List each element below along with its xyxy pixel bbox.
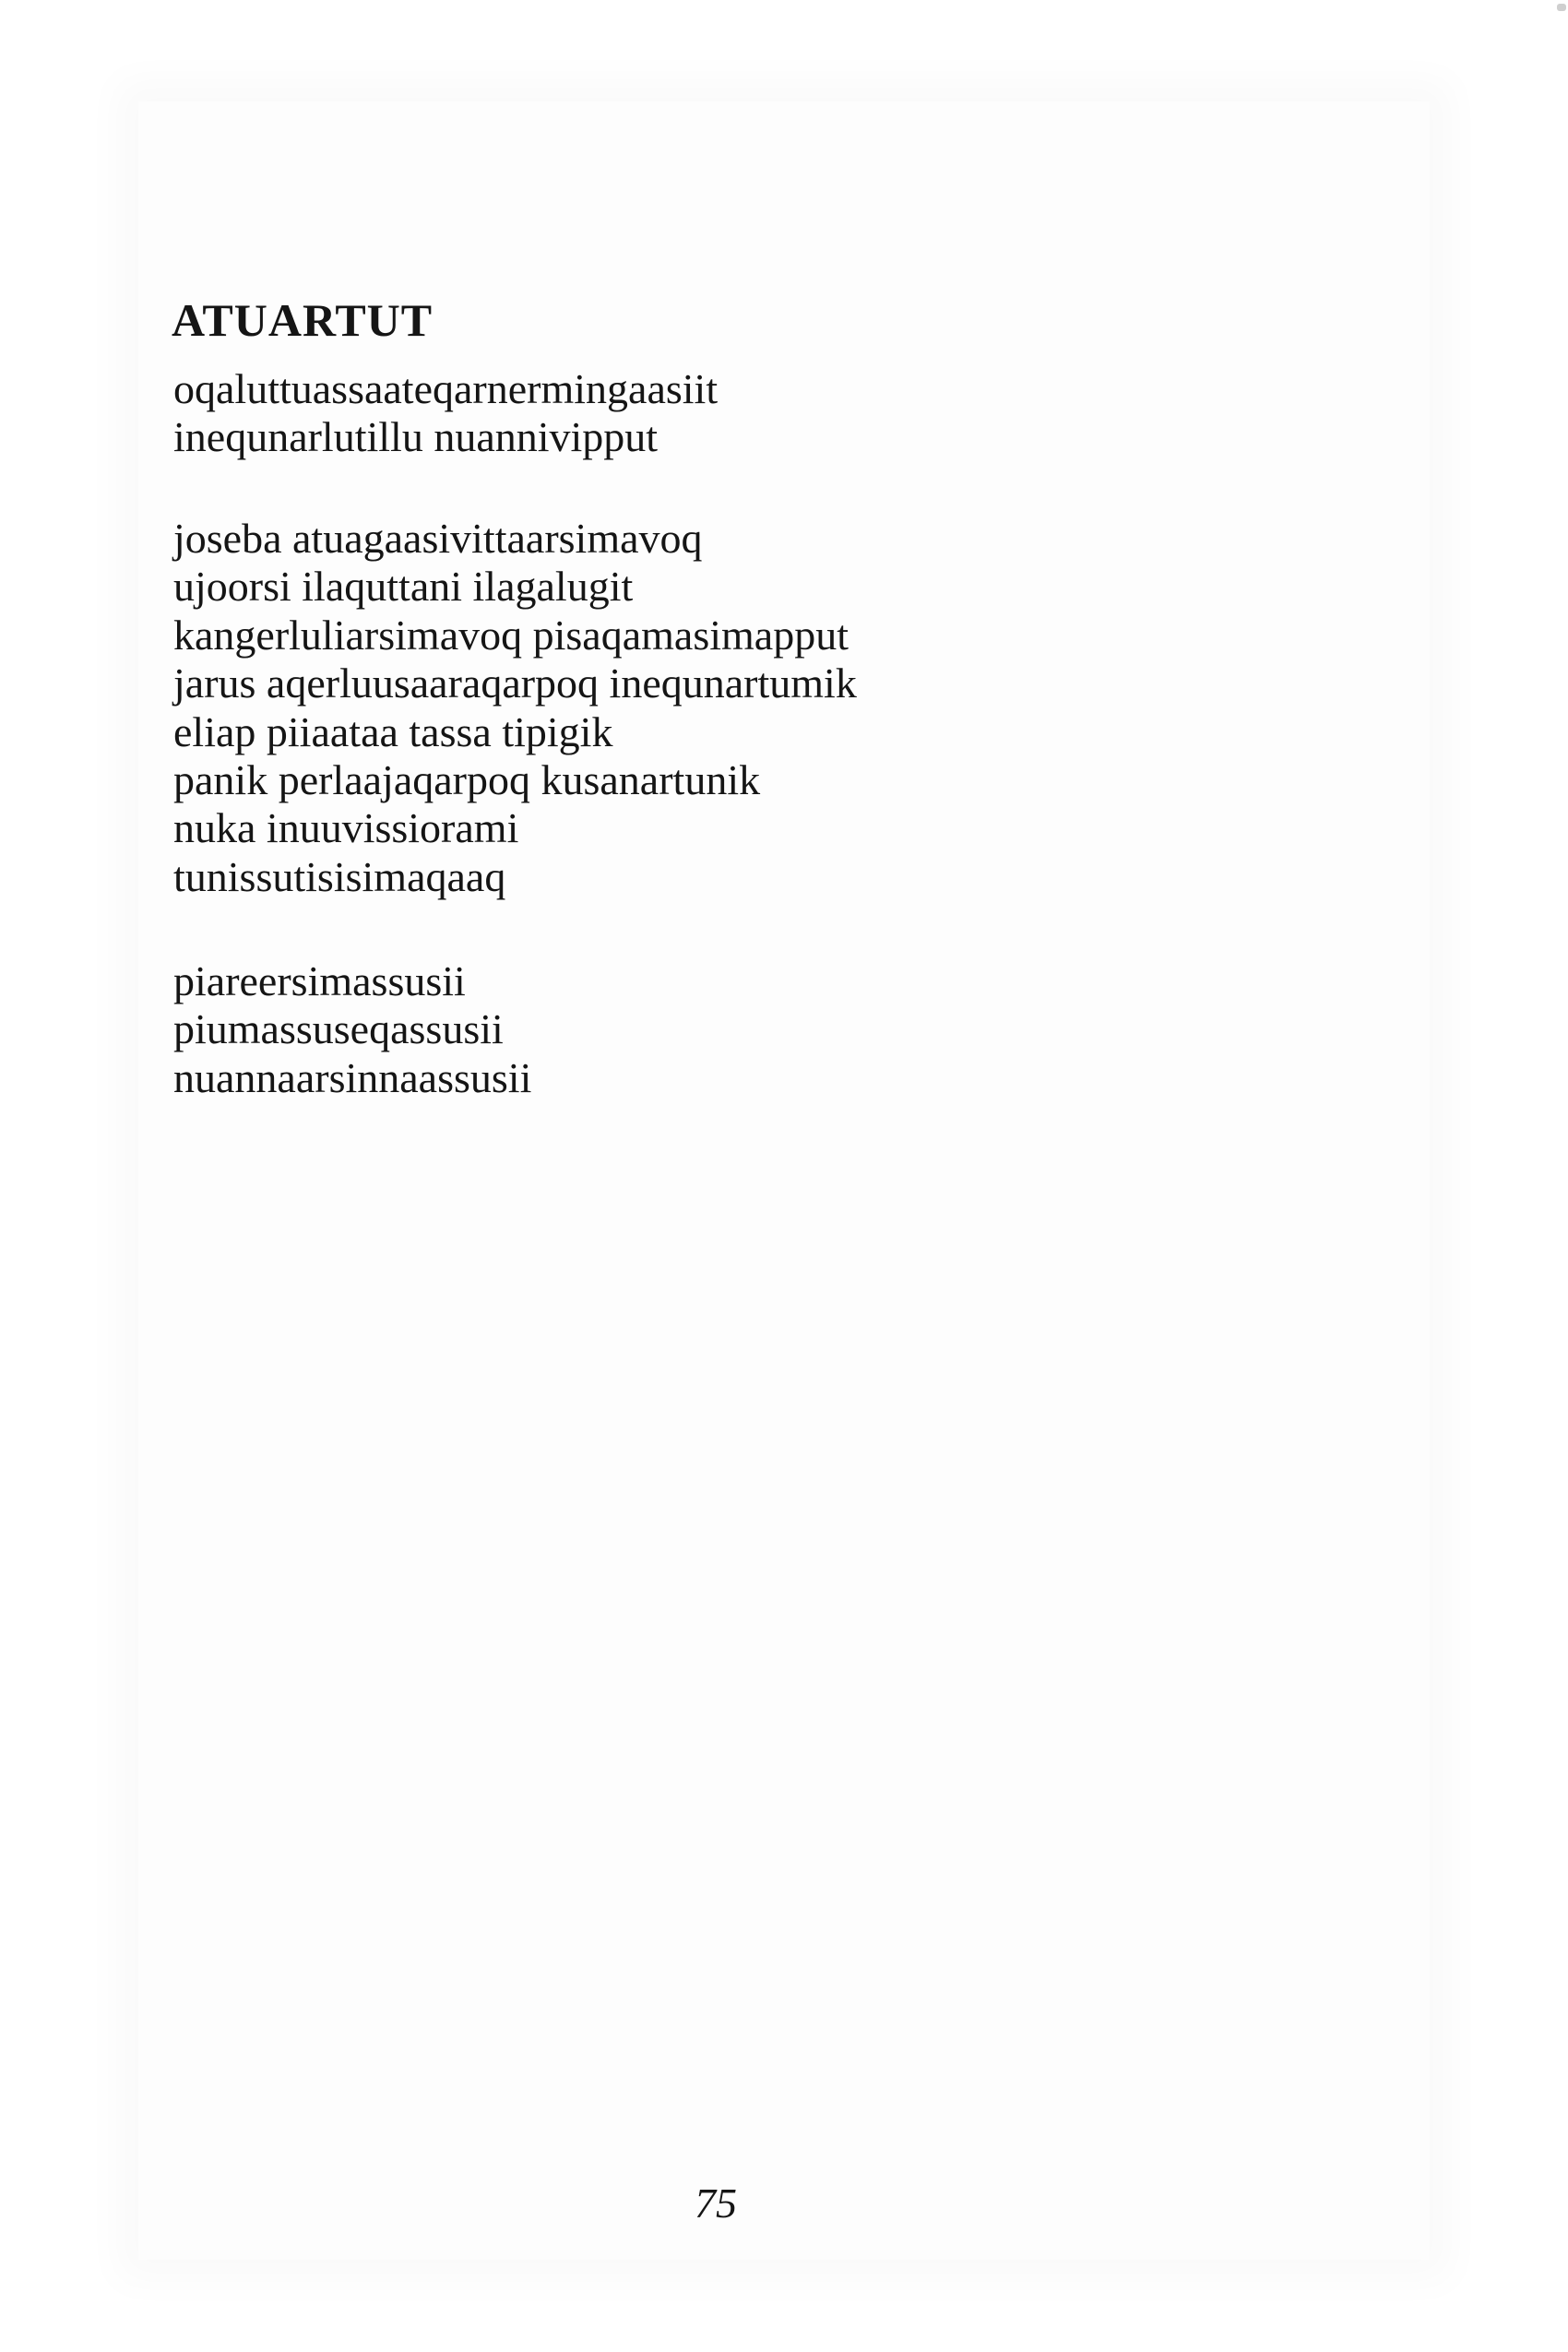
poem-line: joseba atuagaasivittaarsimavoq <box>173 515 703 562</box>
poem-stanza-2 <box>173 515 857 901</box>
poem-line: piumassuseqassusii <box>173 1005 504 1053</box>
poem-line: ujoorsi ilaquttani ilagalugit <box>173 563 634 611</box>
poem-line: nuannaarsinnaassusii <box>173 1053 532 1101</box>
poem-stanza-1 <box>173 365 718 462</box>
page-number: 75 <box>695 2180 737 2227</box>
poem-line: kangerluliarsimavoq pisaqamasimapput <box>173 611 849 659</box>
poem-title: ATUARTUT <box>172 293 434 346</box>
scan-edge-mark <box>1557 4 1566 11</box>
poem-line: tunissutisisimaqaaq <box>173 852 506 900</box>
poem-line: nuka inuuvissiorami <box>173 804 519 852</box>
poem-line: piareersimassusii <box>173 957 466 1004</box>
poem-line: panik perlaajaqarpoq kusanartunik <box>173 756 761 804</box>
poem-line: jarus aqerluusaaraqarpoq inequnartumik <box>173 659 857 707</box>
poem-line: oqaluttuassaateqarnermingaasiit <box>173 365 719 412</box>
poem-line: inequnarlutillu nuannivipput <box>173 413 659 461</box>
poem-line: eliap piiaataa tassa tipigik <box>173 707 613 755</box>
poem-stanza-3 <box>173 957 531 1102</box>
